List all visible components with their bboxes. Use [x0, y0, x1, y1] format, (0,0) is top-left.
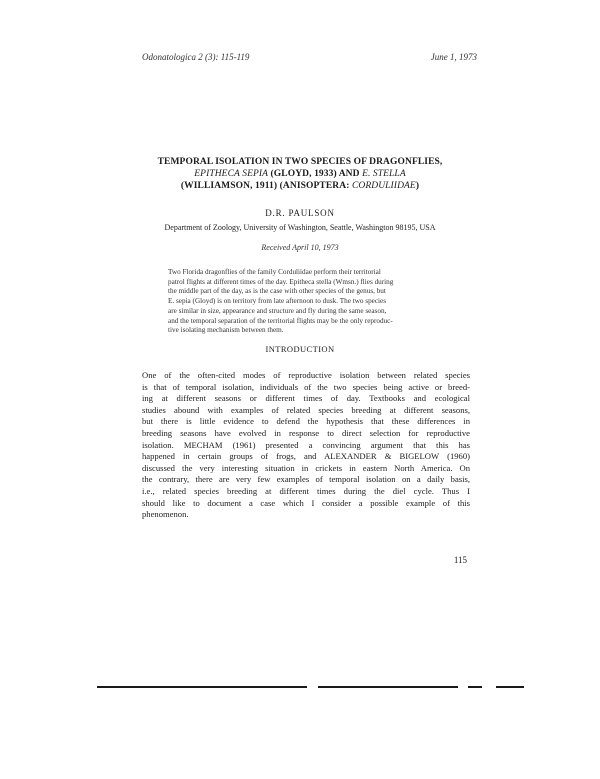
title-line-2-text: (GLOYD, 1933) AND [268, 169, 363, 179]
title-species-stella: E. STELLA [362, 169, 406, 179]
title-line-1: TEMPORAL ISOLATION IN TWO SPECIES OF DRAGONFLIES, [157, 157, 443, 167]
body-line: One of the often-cited modes of reproductive isolation between related species [142, 370, 470, 380]
author-affiliation: Department of Zoology, University of Washington, Seattle, Washington 98195, USA [164, 223, 436, 232]
section-heading-introduction: INTRODUCTION [265, 344, 335, 354]
body-line: but there is little evidence to defend the hypothesis that these differences in [142, 416, 470, 427]
footer-rule [97, 686, 307, 688]
footer-rule [318, 686, 458, 688]
running-header-journal: Odonatologica 2 (3): 115-119 [142, 52, 250, 62]
title-line-3-suffix: ) [415, 181, 420, 191]
abstract-line: E. sepia (Gloyd) is on territory from late afternoon to dusk. The two species [168, 297, 387, 306]
body-line: discussed the very interesting situation in crickets in eastern North America. On [142, 462, 470, 473]
body-line: studies abound with examples of related species breeding at different seasons, [142, 404, 470, 415]
author-name: D.R. PAULSON [265, 208, 335, 218]
body-line: the contrary, there are very few examples of temporal isolation on a daily basis, [142, 474, 470, 485]
page-number: 115 [453, 555, 467, 565]
introduction-text [142, 370, 470, 521]
body-line: breeding seasons have evolved in response to direct selection for reproductive [142, 427, 470, 438]
body-line: phenomenon. [142, 509, 189, 520]
title-family: CORDULIIDAE [351, 181, 416, 191]
title-line-3-prefix: (WILLIAMSON, 1911) (ANISOPTERA: [180, 181, 352, 191]
received-date: Received April 10, 1973 [261, 243, 339, 252]
abstract-line: the middle part of the day, as is the case with other species of the genus, but [168, 287, 386, 296]
footer-rule [496, 686, 524, 688]
body-line: isolation. MECHAM (1961) presented a convincing argument that this has [142, 439, 470, 450]
title-species-sepia: EPITHECA SEPIA [194, 169, 269, 179]
body-line: i.e., related species breeding at different times during the diel cycle. Thus I [142, 485, 470, 496]
body-line: is that of temporal isolation, individuals of the two species being active or breed- [142, 381, 470, 392]
title-line-3 [130, 180, 470, 192]
running-header-date: June 1, 1973 [430, 52, 477, 62]
body-line: happened in certain groups of frogs, and ALEXANDER & BIGELOW (1960) [142, 451, 470, 462]
body-line: should like to document a case which I consider a possible example of this [142, 497, 470, 508]
title-line-2 [130, 168, 470, 180]
abstract-line: and the temporal separation of the territorial flights may be the only reproduc- [168, 316, 393, 325]
abstract [168, 268, 458, 336]
abstract-line: tive isolating mechanism between them. [168, 326, 284, 335]
body-line: ing at different seasons or different times of day. Textbooks and ecological [142, 393, 470, 404]
footer-rule [468, 686, 482, 688]
abstract-line: Two Florida dragonflies of the family Corduliidae perform their territorial [168, 268, 381, 276]
abstract-line: are similar in size, appearance and structure and fly during the same season, [168, 306, 387, 315]
article-title [130, 156, 470, 192]
abstract-line: patrol flights at different times of the day. Epitheca stella (Wmsn.) flies during [168, 277, 394, 286]
